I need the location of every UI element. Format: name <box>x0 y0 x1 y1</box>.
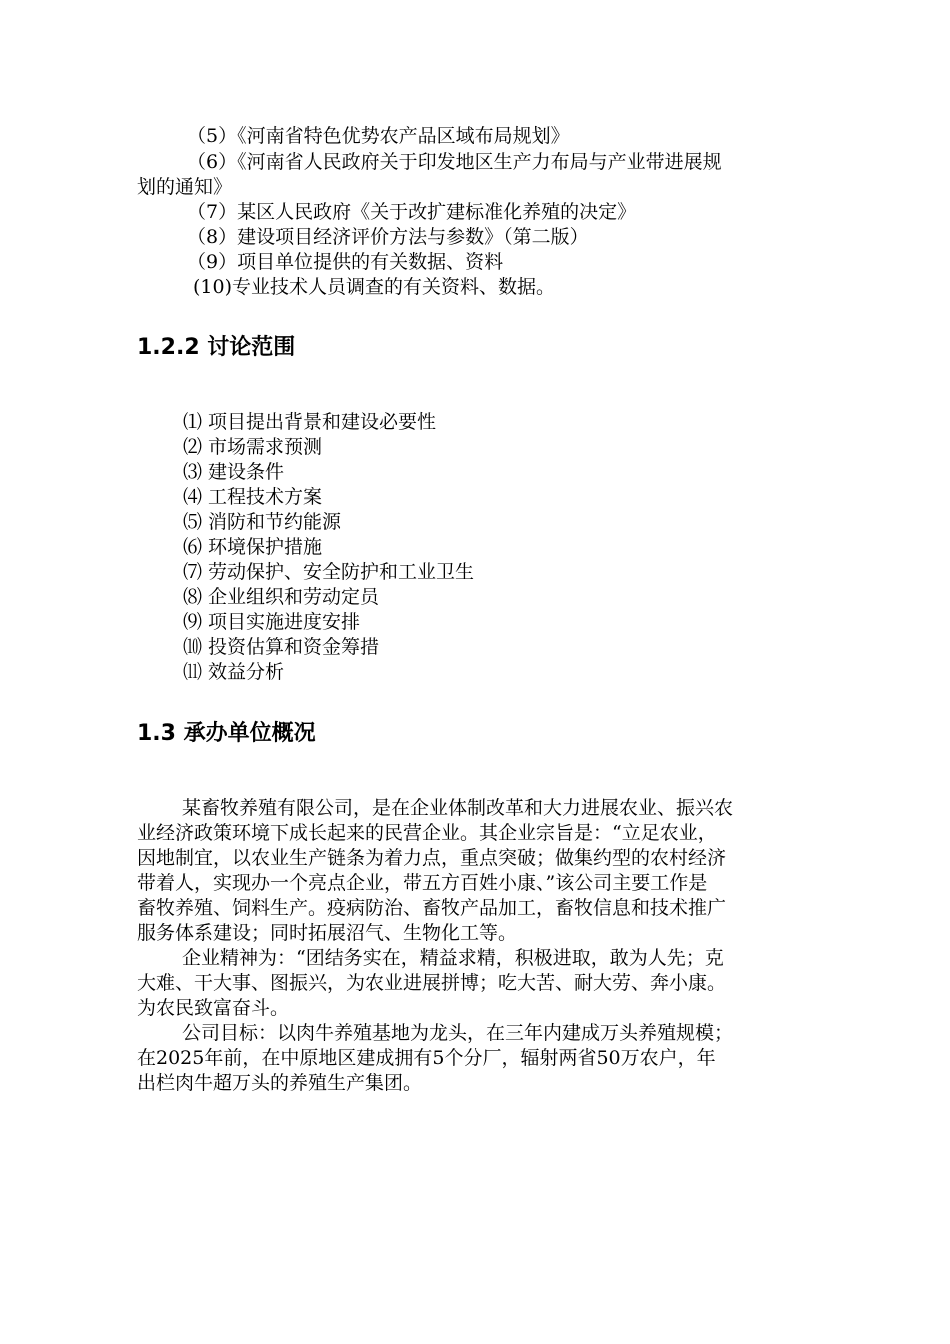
scope-item: ⑷ 工程技术方案 <box>183 486 323 508</box>
paragraph-line: 某畜牧养殖有限公司，是在企业体制改革和大力进展农业、振兴农 <box>182 797 734 819</box>
reference-item-10: (10)专业技术人员调查的有关资料、数据。 <box>193 276 556 298</box>
reference-item-6-continued: 划的通知》 <box>137 176 233 198</box>
paragraph-line: 公司目标：以肉牛养殖基地为龙头，在三年内建成万头养殖规模； <box>182 1022 734 1044</box>
reference-item-9: （9）项目单位提供的有关数据、资料 <box>187 251 504 273</box>
paragraph-line: 服务体系建设；同时拓展沼气、生物化工等。 <box>137 922 518 944</box>
scope-item: ⑸ 消防和节约能源 <box>183 511 342 533</box>
paragraph-line: 大难、干大事、图振兴，为农业进展拼博；吃大苦、耐大劳、奔小康。 <box>137 972 727 994</box>
reference-item-5: （5）《河南省特色优势农产品区域布局规划》 <box>187 125 570 147</box>
scope-item: ⑹ 环境保护措施 <box>183 536 323 558</box>
reference-item-7: （7）某区人民政府《关于改扩建标准化养殖的决定》 <box>187 201 637 223</box>
scope-item: ⑾ 效益分析 <box>183 661 285 683</box>
scope-item: ⑺ 劳动保护、安全防护和工业卫生 <box>183 561 475 583</box>
scope-item: ⑴ 项目提出背景和建设必要性 <box>183 411 437 433</box>
paragraph-line: 为农民致富奋斗。 <box>137 997 290 1019</box>
paragraph-line: 在2025年前，在中原地区建成拥有5个分厂，辐射两省50万农户，年 <box>137 1047 716 1069</box>
paragraph-line: 企业精神为：“团结务实在，精益求精，积极进取，敢为人先；克 <box>182 947 724 969</box>
section-heading-1-3: 1.3 承办单位概况 <box>137 721 316 746</box>
scope-item: ⑵ 市场需求预测 <box>183 436 323 458</box>
paragraph-line: 畜牧养殖、饲料生产。疫病防治、畜牧产品加工，畜牧信息和技术推广 <box>137 897 727 919</box>
paragraph-line: 带着人，实现办一个亮点企业，带五方百姓小康、”该公司主要工作是 <box>137 872 708 894</box>
scope-item: ⑻ 企业组织和劳动定员 <box>183 586 380 608</box>
section-heading-1-2-2: 1.2.2 讨论范围 <box>137 335 296 360</box>
scope-item: ⑼ 项目实施进度安排 <box>183 611 361 633</box>
reference-item-6: （6）《河南省人民政府关于印发地区生产力布局与产业带进展规 <box>187 151 722 173</box>
paragraph-line: 业经济政策环境下成长起来的民营企业。其企业宗旨是：“立足农业， <box>137 822 717 844</box>
paragraph-line: 因地制宜，以农业生产链条为着力点，重点突破；做集约型的农村经济 <box>137 847 727 869</box>
reference-item-8: （8）建设项目经济评价方法与参数》（第二版） <box>187 226 589 248</box>
paragraph-line: 出栏肉牛超万头的养殖生产集团。 <box>137 1072 423 1094</box>
scope-item: ⑶ 建设条件 <box>183 461 285 483</box>
scope-item: ⑽ 投资估算和资金筹措 <box>183 636 380 658</box>
